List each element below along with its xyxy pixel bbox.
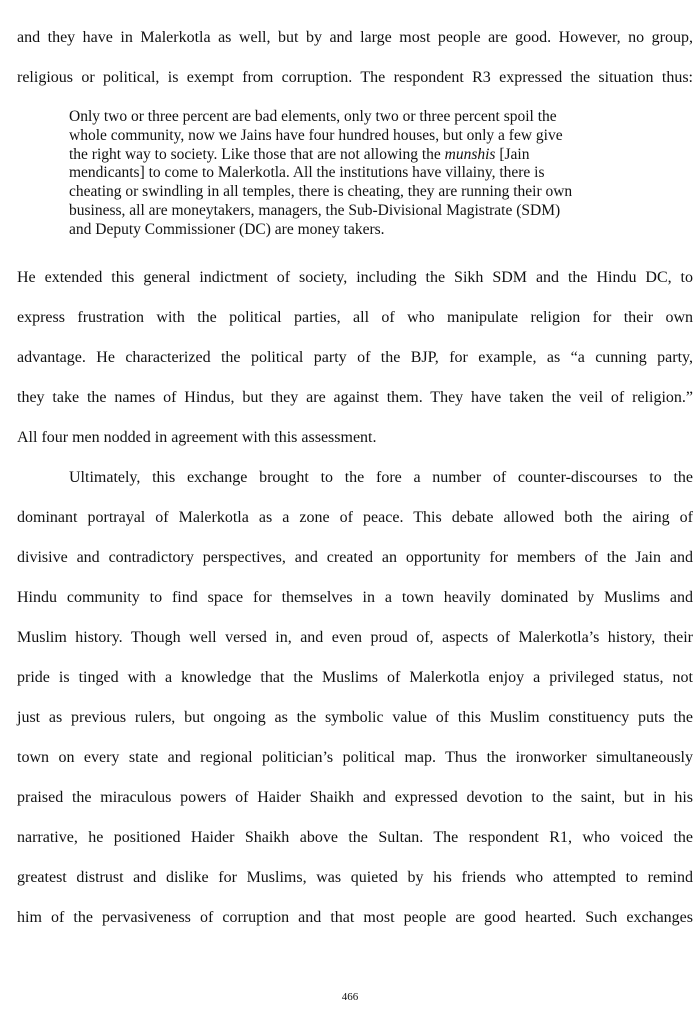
body-text-line: just as previous rulers, but ongoing as the symbolic value of this Muslim constituency puts the [17,709,693,726]
body-text-line: Ultimately, this exchange brought to the fore a number of counter-discourses to the [69,469,693,486]
body-text-line: religious or political, is exempt from corruption. The respondent R3 expressed the situation thus: [17,69,693,86]
body-text-line: and they have in Malerkotla as well, but by and large most people are good. However, no group, [17,29,693,46]
body-text-line: All four men nodded in agreement with this assessment. [17,429,377,446]
quote-line: and Deputy Commissioner (DC) are money takers. [69,220,385,238]
quote-line: business, all are moneytakers, managers, the Sub-Divisional Magistrate (SDM) [69,201,561,219]
body-text-line: pride is tinged with a knowledge that the Muslims of Malerkotla enjoy a privileged status, not [17,669,693,686]
body-text-line: town on every state and regional politician’s political map. Thus the ironworker simultaneously [17,749,693,766]
block-quote [69,108,629,240]
body-text-line: He extended this general indictment of society, including the Sikh SDM and the Hindu DC, to [17,269,693,286]
quote-line: Only two or three percent are bad elements, only two or three percent spoil the [69,108,557,125]
body-text-line: greatest distrust and dislike for Muslims, was quieted by his friends who attempted to remind [17,869,693,886]
body-text-line: Muslim history. Though well versed in, and even proud of, aspects of Malerkotla’s history, their [17,629,693,646]
body-text-line: praised the miraculous powers of Haider Shaikh and expressed devotion to the saint, but in his [17,789,693,806]
body-text-line: him of the pervasiveness of corruption and that most people are good hearted. Such exchanges [17,909,693,926]
page-number: 466 [341,991,359,1003]
body-text-line: they take the names of Hindus, but they are against them. They have taken the veil of religion.” [17,389,693,406]
body-text-line: Hindu community to find space for themselves in a town heavily dominated by Muslims and [17,589,693,606]
quote-line: cheating or swindling in all temples, there is cheating, they are running their own [69,183,573,201]
body-text-line: narrative, he positioned Haider Shaikh above the Sultan. The respondent R1, who voiced the [17,829,693,846]
body-text-line: divisive and contradictory perspectives, and created an opportunity for members of the Jain and [17,549,693,566]
quote-line: the right way to society. Like those that are not allowing the munshis [Jain [69,145,530,163]
italic-term: munshis [444,145,496,163]
body-text-line: express frustration with the political parties, all of who manipulate religion for their own [17,309,693,326]
quote-line: mendicants] to come to Malerkotla. All the institutions have villainy, there is [69,164,545,182]
body-text-line: advantage. He characterized the political party of the BJP, for example, as “a cunning party, [17,349,693,366]
quote-line: whole community, now we Jains have four hundred houses, but only a few give [69,126,563,144]
body-text-line: dominant portrayal of Malerkotla as a zone of peace. This debate allowed both the airing of [17,509,693,526]
